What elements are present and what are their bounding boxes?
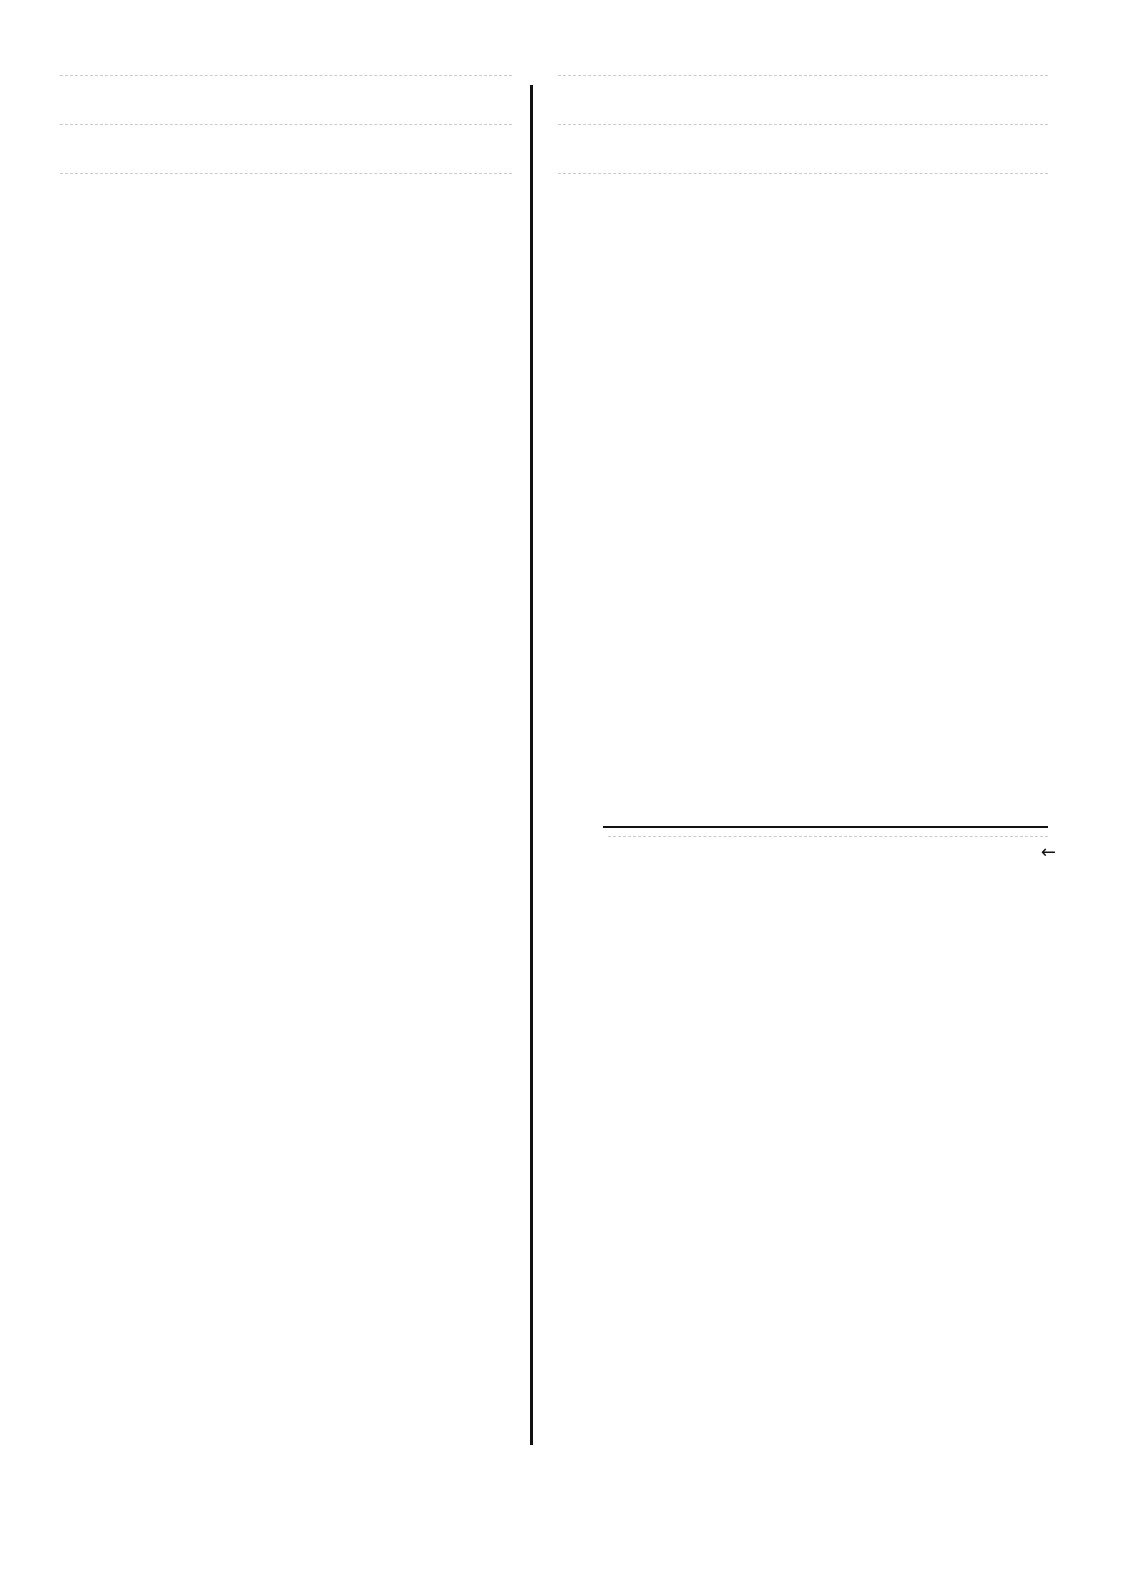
continuation-arrow-icon: ←: [1040, 842, 1056, 863]
left-column-block: [60, 124, 512, 165]
right-column: [558, 75, 1048, 815]
right-column-block: [558, 173, 1048, 214]
footnote-block: [608, 836, 1048, 877]
right-column-block: [558, 75, 1048, 116]
footnote: [608, 836, 1048, 1436]
left-column-block: [60, 75, 512, 116]
left-column-block: [60, 173, 512, 214]
left-column: [60, 75, 512, 1435]
right-column-block: [558, 124, 1048, 165]
footnote-rule: [603, 826, 1048, 828]
column-divider: [530, 85, 533, 1445]
